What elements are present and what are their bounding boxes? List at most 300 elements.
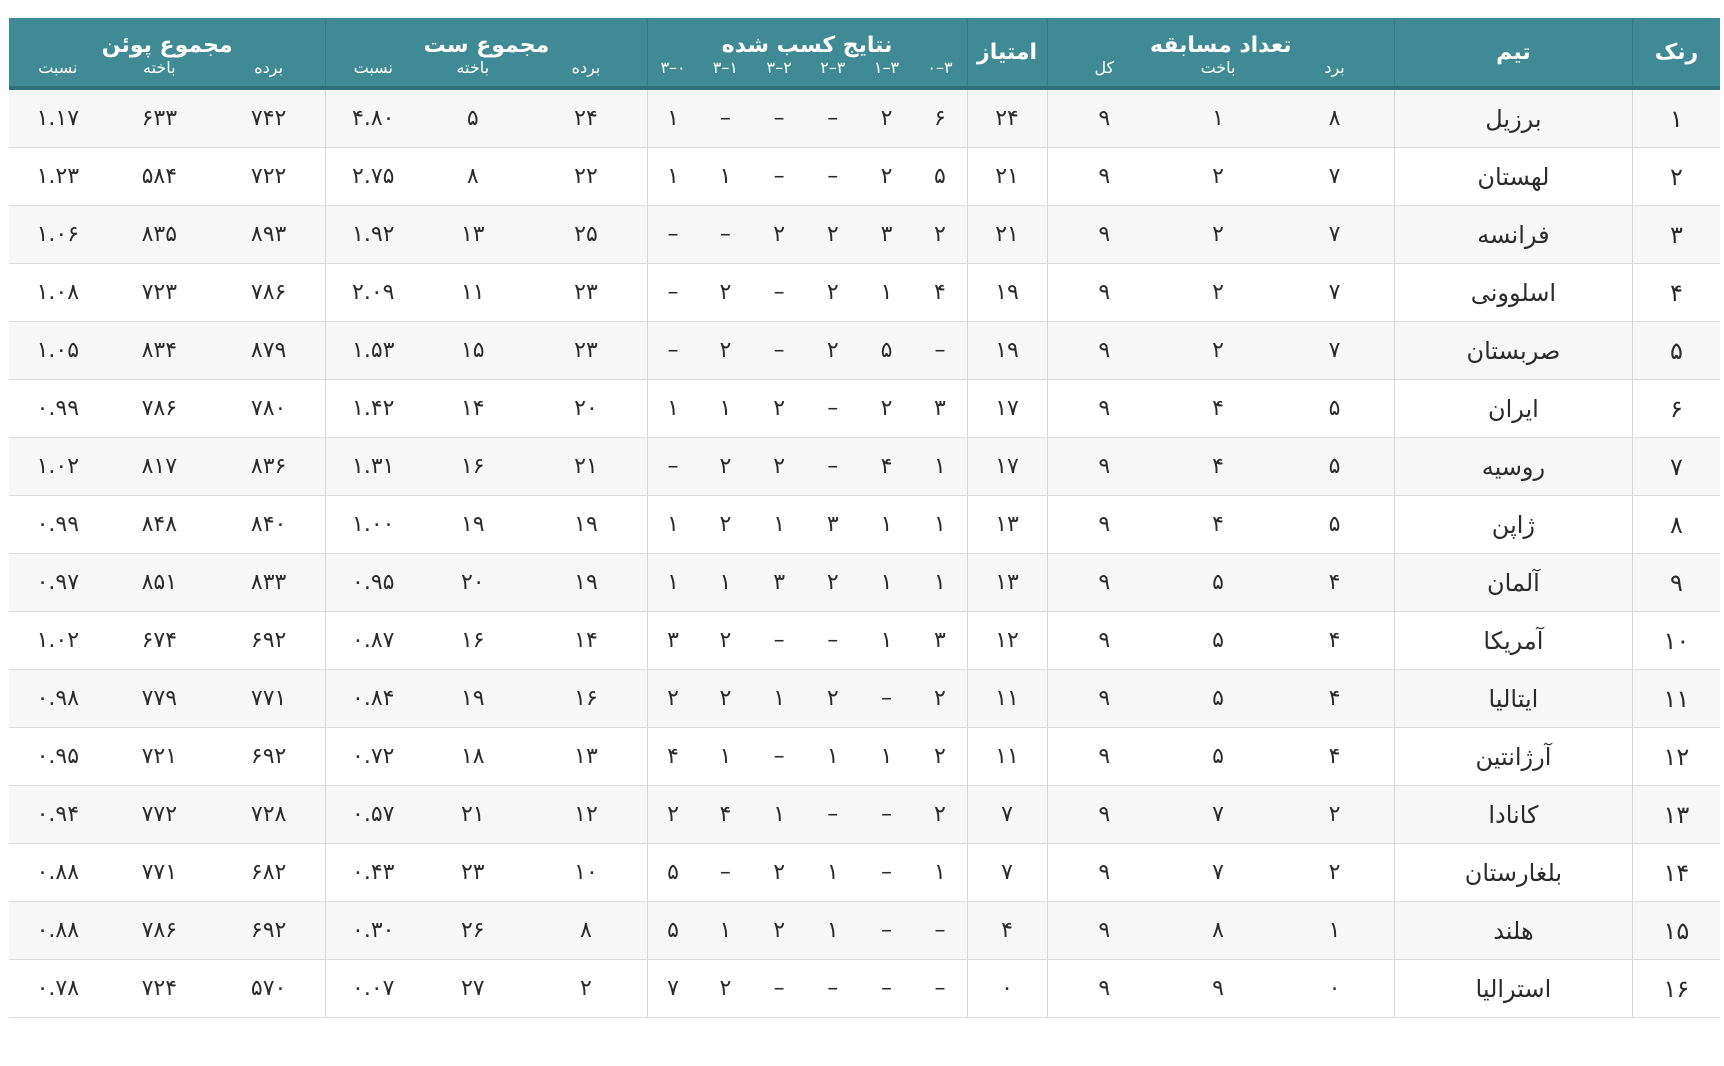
sets-lost-cell: ۱۶: [420, 438, 525, 496]
standings-table: [9, 18, 1720, 1018]
matches-lost-cell: ۵: [1161, 554, 1275, 612]
points-ratio-cell: ۰.۸۸: [9, 844, 107, 902]
points-cell: ۲۴: [967, 88, 1047, 148]
subheader-sets-lost: باخته: [420, 58, 525, 88]
subheader-matches-lost: باخت: [1161, 58, 1275, 88]
subheader-matches-won: برد: [1275, 58, 1394, 88]
result-3-0-cell: ۱: [913, 844, 967, 902]
points-lost-cell: ۸۴۸: [107, 496, 212, 554]
team-name-cell: استرالیا: [1395, 960, 1633, 1018]
result-3-2-cell: –: [806, 786, 860, 844]
sets-lost-cell: ۱۴: [420, 380, 525, 438]
result-1-3-cell: –: [699, 844, 753, 902]
sets-won-cell: ۲: [525, 960, 647, 1018]
matches-won-cell: ۵: [1275, 438, 1394, 496]
matches-total-cell: ۹: [1047, 438, 1161, 496]
matches-won-cell: ۵: [1275, 496, 1394, 554]
result-1-3-cell: ۱: [699, 728, 753, 786]
sets-ratio-cell: ۰.۴۳: [326, 844, 420, 902]
result-3-2-cell: –: [806, 88, 860, 148]
result-3-1-cell: ۱: [860, 496, 914, 554]
matches-lost-cell: ۲: [1161, 148, 1275, 206]
rank-cell: ۲: [1632, 148, 1720, 206]
team-name-cell: بلغارستان: [1395, 844, 1633, 902]
result-3-0-cell: ۳: [913, 612, 967, 670]
matches-won-cell: ۰: [1275, 960, 1394, 1018]
result-3-2-cell: ۲: [806, 322, 860, 380]
rank-cell: ۱۴: [1632, 844, 1720, 902]
sets-lost-cell: ۲۶: [420, 902, 525, 960]
sets-ratio-cell: ۲.۷۵: [326, 148, 420, 206]
table-row: [9, 728, 1720, 786]
result-2-3-cell: –: [752, 88, 806, 148]
sets-lost-cell: ۱۱: [420, 264, 525, 322]
sets-won-cell: ۲۳: [525, 322, 647, 380]
matches-won-cell: ۷: [1275, 206, 1394, 264]
subheader-matches-total: کل: [1047, 58, 1161, 88]
matches-won-cell: ۴: [1275, 728, 1394, 786]
points-won-cell: ۸۴۰: [212, 496, 326, 554]
matches-lost-cell: ۸: [1161, 902, 1275, 960]
sets-won-cell: ۱۹: [525, 554, 647, 612]
table-row: [9, 88, 1720, 148]
sets-won-cell: ۲۵: [525, 206, 647, 264]
matches-lost-cell: ۷: [1161, 844, 1275, 902]
matches-lost-cell: ۵: [1161, 612, 1275, 670]
result-3-1-cell: ۵: [860, 322, 914, 380]
table-row: [9, 554, 1720, 612]
points-ratio-cell: ۰.۷۸: [9, 960, 107, 1018]
points-won-cell: ۷۸۰: [212, 380, 326, 438]
result-2-3-cell: ۱: [752, 496, 806, 554]
sets-lost-cell: ۱۳: [420, 206, 525, 264]
result-0-3-cell: ۴: [647, 728, 699, 786]
result-3-2-cell: –: [806, 438, 860, 496]
result-1-3-cell: –: [699, 206, 753, 264]
points-cell: ۱۹: [967, 264, 1047, 322]
team-name-cell: ایران: [1395, 380, 1633, 438]
result-3-0-cell: –: [913, 902, 967, 960]
points-lost-cell: ۷۲۴: [107, 960, 212, 1018]
result-3-1-cell: ۴: [860, 438, 914, 496]
points-lost-cell: ۷۷۲: [107, 786, 212, 844]
matches-total-cell: ۹: [1047, 264, 1161, 322]
result-2-3-cell: ۲: [752, 380, 806, 438]
result-3-0-cell: ۴: [913, 264, 967, 322]
result-3-2-cell: ۱: [806, 728, 860, 786]
points-won-cell: ۷۸۶: [212, 264, 326, 322]
result-3-1-cell: ۲: [860, 148, 914, 206]
team-name-cell: آلمان: [1395, 554, 1633, 612]
result-1-3-cell: ۲: [699, 322, 753, 380]
matches-lost-cell: ۴: [1161, 380, 1275, 438]
points-cell: ۴: [967, 902, 1047, 960]
table-row: [9, 496, 1720, 554]
result-0-3-cell: ۱: [647, 148, 699, 206]
matches-total-cell: ۹: [1047, 728, 1161, 786]
result-3-0-cell: ۱: [913, 438, 967, 496]
team-name-cell: آمریکا: [1395, 612, 1633, 670]
sets-ratio-cell: ۱.۹۲: [326, 206, 420, 264]
points-won-cell: ۷۷۱: [212, 670, 326, 728]
sets-ratio-cell: ۱.۴۲: [326, 380, 420, 438]
team-name-cell: صربستان: [1395, 322, 1633, 380]
matches-won-cell: ۱: [1275, 902, 1394, 960]
matches-lost-cell: ۴: [1161, 438, 1275, 496]
matches-total-cell: ۹: [1047, 844, 1161, 902]
points-won-cell: ۸۳۶: [212, 438, 326, 496]
points-ratio-cell: ۱.۱۷: [9, 88, 107, 148]
matches-lost-cell: ۵: [1161, 728, 1275, 786]
points-won-cell: ۸۷۹: [212, 322, 326, 380]
matches-total-cell: ۹: [1047, 380, 1161, 438]
matches-won-cell: ۲: [1275, 844, 1394, 902]
result-3-1-cell: –: [860, 960, 914, 1018]
table-row: [9, 786, 1720, 844]
points-ratio-cell: ۱.۰۵: [9, 322, 107, 380]
points-won-cell: ۶۹۲: [212, 902, 326, 960]
result-1-3-cell: ۲: [699, 670, 753, 728]
points-cell: ۱۳: [967, 496, 1047, 554]
result-3-0-cell: ۲: [913, 786, 967, 844]
matches-won-cell: ۷: [1275, 148, 1394, 206]
result-3-2-cell: –: [806, 960, 860, 1018]
points-won-cell: ۸۳۳: [212, 554, 326, 612]
points-won-cell: ۸۹۳: [212, 206, 326, 264]
points-cell: ۱۹: [967, 322, 1047, 380]
sets-lost-cell: ۱۶: [420, 612, 525, 670]
result-2-3-cell: ۱: [752, 786, 806, 844]
sets-ratio-cell: ۰.۷۲: [326, 728, 420, 786]
result-2-3-cell: ۲: [752, 902, 806, 960]
sets-lost-cell: ۱۵: [420, 322, 525, 380]
table-row: [9, 438, 1720, 496]
table-row: [9, 206, 1720, 264]
points-lost-cell: ۷۲۳: [107, 264, 212, 322]
matches-won-cell: ۵: [1275, 380, 1394, 438]
result-3-2-cell: ۲: [806, 206, 860, 264]
result-1-3-cell: ۲: [699, 438, 753, 496]
result-3-2-cell: ۲: [806, 554, 860, 612]
sets-ratio-cell: ۰.۸۴: [326, 670, 420, 728]
matches-total-cell: ۹: [1047, 206, 1161, 264]
team-name-cell: هلند: [1395, 902, 1633, 960]
result-3-0-cell: ۲: [913, 670, 967, 728]
result-2-3-cell: –: [752, 322, 806, 380]
result-3-0-cell: ۶: [913, 88, 967, 148]
points-lost-cell: ۷۷۱: [107, 844, 212, 902]
table-row: [9, 148, 1720, 206]
result-3-1-cell: –: [860, 670, 914, 728]
points-ratio-cell: ۰.۹۹: [9, 496, 107, 554]
result-3-1-cell: ۱: [860, 264, 914, 322]
matches-lost-cell: ۱: [1161, 88, 1275, 148]
result-1-3-cell: ۱: [699, 902, 753, 960]
subheader-sets-ratio: نسبت: [326, 58, 420, 88]
team-name-cell: لهستان: [1395, 148, 1633, 206]
table-row: [9, 902, 1720, 960]
result-2-3-cell: –: [752, 612, 806, 670]
points-lost-cell: ۶۷۴: [107, 612, 212, 670]
rank-cell: ۵: [1632, 322, 1720, 380]
result-3-0-cell: ۳: [913, 380, 967, 438]
subheader-result-0-3: ۰–۳: [647, 58, 699, 88]
result-2-3-cell: ۱: [752, 670, 806, 728]
result-3-1-cell: ۱: [860, 612, 914, 670]
result-2-3-cell: ۳: [752, 554, 806, 612]
table-row: [9, 612, 1720, 670]
table-header: [9, 18, 1720, 88]
points-cell: ۱۱: [967, 728, 1047, 786]
team-name-cell: برزیل: [1395, 88, 1633, 148]
sets-lost-cell: ۸: [420, 148, 525, 206]
sets-lost-cell: ۲۳: [420, 844, 525, 902]
result-2-3-cell: ۲: [752, 844, 806, 902]
matches-total-cell: ۹: [1047, 554, 1161, 612]
points-won-cell: ۵۷۰: [212, 960, 326, 1018]
matches-lost-cell: ۴: [1161, 496, 1275, 554]
rank-cell: ۱۶: [1632, 960, 1720, 1018]
subheader-score-ratio: نسبت: [9, 58, 107, 88]
header-rank: رنک: [1632, 18, 1720, 88]
points-cell: ۲۱: [967, 206, 1047, 264]
points-ratio-cell: ۱.۰۲: [9, 438, 107, 496]
rank-cell: ۶: [1632, 380, 1720, 438]
header-sets: مجموع ست: [326, 18, 647, 58]
sets-won-cell: ۲۳: [525, 264, 647, 322]
matches-lost-cell: ۷: [1161, 786, 1275, 844]
rank-cell: ۱۲: [1632, 728, 1720, 786]
result-3-1-cell: –: [860, 786, 914, 844]
result-3-2-cell: ۱: [806, 844, 860, 902]
matches-won-cell: ۷: [1275, 264, 1394, 322]
sets-ratio-cell: ۰.۹۵: [326, 554, 420, 612]
subheader-result-2-3: ۲–۳: [752, 58, 806, 88]
sets-won-cell: ۱۶: [525, 670, 647, 728]
result-0-3-cell: ۱: [647, 554, 699, 612]
points-won-cell: ۷۲۲: [212, 148, 326, 206]
result-3-1-cell: –: [860, 844, 914, 902]
matches-lost-cell: ۵: [1161, 670, 1275, 728]
result-0-3-cell: ۱: [647, 88, 699, 148]
points-ratio-cell: ۰.۹۹: [9, 380, 107, 438]
result-3-0-cell: ۲: [913, 728, 967, 786]
subheader-result-1-3: ۱–۳: [699, 58, 753, 88]
matches-lost-cell: ۲: [1161, 264, 1275, 322]
team-name-cell: روسیه: [1395, 438, 1633, 496]
points-won-cell: ۶۹۲: [212, 612, 326, 670]
rank-cell: ۹: [1632, 554, 1720, 612]
result-2-3-cell: –: [752, 728, 806, 786]
rank-cell: ۱۰: [1632, 612, 1720, 670]
matches-total-cell: ۹: [1047, 496, 1161, 554]
standings-table-wrap: [9, 18, 1720, 1018]
points-ratio-cell: ۰.۹۵: [9, 728, 107, 786]
table-row: [9, 322, 1720, 380]
matches-total-cell: ۹: [1047, 670, 1161, 728]
sets-ratio-cell: ۰.۳۰: [326, 902, 420, 960]
points-won-cell: ۶۸۲: [212, 844, 326, 902]
points-ratio-cell: ۰.۹۷: [9, 554, 107, 612]
subheader-result-3-0: ۳–۰: [913, 58, 967, 88]
matches-lost-cell: ۲: [1161, 206, 1275, 264]
table-body: [9, 88, 1720, 1018]
result-0-3-cell: ۲: [647, 786, 699, 844]
result-0-3-cell: –: [647, 438, 699, 496]
team-name-cell: کانادا: [1395, 786, 1633, 844]
result-3-2-cell: ۳: [806, 496, 860, 554]
points-lost-cell: ۵۸۴: [107, 148, 212, 206]
header-matches: تعداد مسابقه: [1047, 18, 1394, 58]
points-cell: ۲۱: [967, 148, 1047, 206]
subheader-score-won: برده: [212, 58, 326, 88]
rank-cell: ۷: [1632, 438, 1720, 496]
result-3-0-cell: –: [913, 322, 967, 380]
sets-won-cell: ۱۲: [525, 786, 647, 844]
points-ratio-cell: ۰.۹۴: [9, 786, 107, 844]
sets-won-cell: ۲۱: [525, 438, 647, 496]
points-cell: ۱۳: [967, 554, 1047, 612]
result-0-3-cell: –: [647, 264, 699, 322]
sets-ratio-cell: ۰.۸۷: [326, 612, 420, 670]
rank-cell: ۳: [1632, 206, 1720, 264]
points-lost-cell: ۸۳۵: [107, 206, 212, 264]
result-3-2-cell: ۲: [806, 264, 860, 322]
rank-cell: ۱: [1632, 88, 1720, 148]
points-won-cell: ۷۴۲: [212, 88, 326, 148]
table-row: [9, 670, 1720, 728]
points-won-cell: ۷۲۸: [212, 786, 326, 844]
points-ratio-cell: ۱.۰۸: [9, 264, 107, 322]
header-results: نتایج کسب شده: [647, 18, 967, 58]
result-0-3-cell: –: [647, 322, 699, 380]
subheader-sets-won: برده: [525, 58, 647, 88]
result-1-3-cell: ۲: [699, 264, 753, 322]
sets-lost-cell: ۱۹: [420, 496, 525, 554]
sets-ratio-cell: ۰.۵۷: [326, 786, 420, 844]
sets-won-cell: ۱۰: [525, 844, 647, 902]
matches-total-cell: ۹: [1047, 612, 1161, 670]
header-points: امتیاز: [967, 18, 1047, 88]
result-1-3-cell: –: [699, 88, 753, 148]
result-3-2-cell: –: [806, 380, 860, 438]
result-1-3-cell: ۲: [699, 960, 753, 1018]
result-2-3-cell: ۲: [752, 206, 806, 264]
team-name-cell: ایتالیا: [1395, 670, 1633, 728]
result-2-3-cell: –: [752, 264, 806, 322]
result-0-3-cell: –: [647, 206, 699, 264]
result-1-3-cell: ۲: [699, 496, 753, 554]
points-lost-cell: ۷۲۱: [107, 728, 212, 786]
team-name-cell: فرانسه: [1395, 206, 1633, 264]
header-score: مجموع پوئن: [9, 18, 326, 58]
result-2-3-cell: ۲: [752, 438, 806, 496]
matches-lost-cell: ۲: [1161, 322, 1275, 380]
matches-won-cell: ۷: [1275, 322, 1394, 380]
points-cell: ۱۱: [967, 670, 1047, 728]
result-0-3-cell: ۳: [647, 612, 699, 670]
result-3-1-cell: ۳: [860, 206, 914, 264]
matches-total-cell: ۹: [1047, 88, 1161, 148]
rank-cell: ۸: [1632, 496, 1720, 554]
sets-won-cell: ۸: [525, 902, 647, 960]
points-ratio-cell: ۱.۰۲: [9, 612, 107, 670]
sets-won-cell: ۲۰: [525, 380, 647, 438]
points-ratio-cell: ۱.۰۶: [9, 206, 107, 264]
result-3-1-cell: ۲: [860, 88, 914, 148]
points-lost-cell: ۸۳۴: [107, 322, 212, 380]
points-ratio-cell: ۰.۹۸: [9, 670, 107, 728]
rank-cell: ۱۵: [1632, 902, 1720, 960]
result-3-0-cell: –: [913, 960, 967, 1018]
sets-won-cell: ۱۹: [525, 496, 647, 554]
sets-lost-cell: ۲۱: [420, 786, 525, 844]
result-0-3-cell: ۵: [647, 902, 699, 960]
matches-total-cell: ۹: [1047, 902, 1161, 960]
matches-won-cell: ۸: [1275, 88, 1394, 148]
points-cell: ۱۷: [967, 438, 1047, 496]
sets-lost-cell: ۲۷: [420, 960, 525, 1018]
sets-ratio-cell: ۲.۰۹: [326, 264, 420, 322]
result-3-1-cell: ۲: [860, 380, 914, 438]
result-2-3-cell: –: [752, 960, 806, 1018]
table-row: [9, 844, 1720, 902]
matches-won-cell: ۴: [1275, 612, 1394, 670]
result-3-0-cell: ۱: [913, 554, 967, 612]
result-0-3-cell: ۱: [647, 380, 699, 438]
table-row: [9, 264, 1720, 322]
sets-lost-cell: ۵: [420, 88, 525, 148]
team-name-cell: ژاپن: [1395, 496, 1633, 554]
team-name-cell: اسلوونی: [1395, 264, 1633, 322]
subheader-result-3-2: ۳–۲: [806, 58, 860, 88]
result-3-1-cell: ۱: [860, 728, 914, 786]
result-0-3-cell: ۵: [647, 844, 699, 902]
rank-cell: ۴: [1632, 264, 1720, 322]
points-cell: ۱۷: [967, 380, 1047, 438]
result-3-2-cell: ۱: [806, 902, 860, 960]
points-ratio-cell: ۱.۲۳: [9, 148, 107, 206]
matches-lost-cell: ۹: [1161, 960, 1275, 1018]
result-3-0-cell: ۵: [913, 148, 967, 206]
points-cell: ۱۲: [967, 612, 1047, 670]
result-3-2-cell: –: [806, 148, 860, 206]
points-ratio-cell: ۰.۸۸: [9, 902, 107, 960]
sets-lost-cell: ۲۰: [420, 554, 525, 612]
points-cell: ۰: [967, 960, 1047, 1018]
sets-won-cell: ۲۲: [525, 148, 647, 206]
subheader-score-lost: باخته: [107, 58, 212, 88]
matches-won-cell: ۴: [1275, 554, 1394, 612]
points-lost-cell: ۸۵۱: [107, 554, 212, 612]
result-3-2-cell: ۲: [806, 670, 860, 728]
rank-cell: ۱۱: [1632, 670, 1720, 728]
sets-won-cell: ۲۴: [525, 88, 647, 148]
matches-won-cell: ۴: [1275, 670, 1394, 728]
result-0-3-cell: ۷: [647, 960, 699, 1018]
result-3-2-cell: –: [806, 612, 860, 670]
result-3-1-cell: –: [860, 902, 914, 960]
sets-ratio-cell: ۴.۸۰: [326, 88, 420, 148]
matches-won-cell: ۲: [1275, 786, 1394, 844]
matches-total-cell: ۹: [1047, 148, 1161, 206]
matches-total-cell: ۹: [1047, 786, 1161, 844]
result-1-3-cell: ۱: [699, 148, 753, 206]
matches-total-cell: ۹: [1047, 322, 1161, 380]
result-3-0-cell: ۲: [913, 206, 967, 264]
points-lost-cell: ۷۷۹: [107, 670, 212, 728]
points-won-cell: ۶۹۲: [212, 728, 326, 786]
